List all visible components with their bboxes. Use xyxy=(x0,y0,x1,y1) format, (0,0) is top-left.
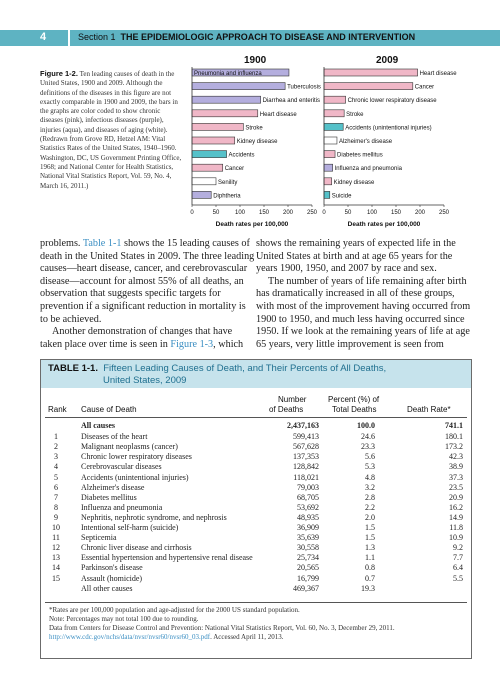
deaths-cell: 25,734 xyxy=(297,553,319,563)
cause-cell: Influenza and pneumonia xyxy=(81,502,163,512)
rank-cell: 7 xyxy=(54,492,58,502)
rate-cell: 20.9 xyxy=(449,492,463,502)
table-row xyxy=(41,421,471,431)
section-title: THE EPIDEMIOLOGIC APPROACH TO DISEASE AND INTERVENTION xyxy=(120,32,416,42)
table-row xyxy=(41,513,471,523)
cause-cell: Intentional self-harm (suicide) xyxy=(81,523,179,532)
bar-2009-4 xyxy=(324,123,343,130)
percent-cell: 2.8 xyxy=(365,492,375,502)
tick-label-1900-5: 250 xyxy=(306,210,318,216)
right-paragraph-1: shows the remaining years of expected life in the United States at birth and at age 65 years for the years 1900, 1950, and 2007 by race and sex. xyxy=(256,238,456,275)
cause-cell: Cerebrovascular diseases xyxy=(81,462,162,472)
percent-cell: 0.7 xyxy=(365,573,375,583)
cause-cell: Septicemia xyxy=(81,533,117,543)
cause-cell: Essential hypertension and hypertensive renal disease xyxy=(81,553,253,563)
section-heading xyxy=(78,32,415,42)
bar-label-1900-8: Senility xyxy=(218,179,238,186)
causes-of-death-chart xyxy=(186,55,457,228)
footnote-note: Note: Percentages may not total 100 due to rounding. xyxy=(49,615,199,623)
cause-cell: Parkinson's disease xyxy=(81,563,143,573)
footer-rule xyxy=(45,602,467,603)
rank-cell: 6 xyxy=(54,482,58,492)
tick-label-1900-4: 200 xyxy=(282,210,294,216)
bar-label-2009-6: Diabetes mellitus xyxy=(337,152,383,159)
rank-cell: 4 xyxy=(54,462,58,472)
table-row xyxy=(41,452,471,462)
percent-cell: 3.2 xyxy=(365,482,375,492)
rank-cell: 5 xyxy=(54,472,58,482)
deaths-cell: 36,909 xyxy=(297,523,319,532)
bar-2009-2 xyxy=(324,96,346,103)
header-rule xyxy=(45,417,467,418)
table-row xyxy=(41,563,471,573)
deaths-cell: 48,935 xyxy=(297,512,319,522)
page-number: 4 xyxy=(40,31,47,43)
table-row xyxy=(41,462,471,472)
table-row xyxy=(41,432,471,442)
rank-cell: 8 xyxy=(54,502,58,512)
bar-label-1900-1: Tuberculosis xyxy=(287,84,321,91)
bar-1900-1 xyxy=(192,83,285,90)
bar-2009-9 xyxy=(324,191,330,198)
deaths-cell: 53,692 xyxy=(297,502,319,512)
left-paragraph-2 xyxy=(40,326,255,351)
cause-cell: Nephritis, nephrotic syndrome, and nephrosis xyxy=(81,512,227,522)
text-run: , which xyxy=(213,338,244,350)
percent-cell: 24.6 xyxy=(361,432,375,442)
cause-cell: All other causes xyxy=(81,583,133,593)
bar-2009-0 xyxy=(324,69,418,76)
bar-2009-5 xyxy=(324,137,337,144)
rate-cell: 11.8 xyxy=(449,523,463,532)
rank-cell: 12 xyxy=(52,543,60,553)
table-row xyxy=(41,483,471,493)
rank-cell: 1 xyxy=(54,432,58,442)
bar-label-2009-4: Accidents (unintentional injuries) xyxy=(345,125,432,132)
table-1-1-link[interactable]: Table 1-1 xyxy=(82,238,122,249)
rate-cell: 5.5 xyxy=(453,573,463,583)
bar-label-1900-5: Kidney disease xyxy=(236,139,278,145)
section-label: Section 1 xyxy=(78,32,116,42)
tick-label-2009-2: 100 xyxy=(366,210,378,216)
figure-caption-text: Ten leading causes of death in the United States, 1900 and 2009. Although the definitions of the diseases in this figure are not exactly comparable in 1900 and 2009, the bars in the graphs are color coded to show chronic diseases (pink), infectious diseases (purple), injuries (aqua), and diseases of aging (white). (Redrawn from Grove RD, Hetzel AM: Vital Statistics Rates of the United States, 1940–1960. Washington, DC, US Government Printing Office, 1968; and National Center for Health Statistics, National Vital Statistics Report, Vol. 59, No. 4, March 16, 2011.) xyxy=(40,70,182,190)
text-run: Another demonstration of changes that have taken place over time is seen in xyxy=(40,326,233,350)
cause-cell: All causes xyxy=(81,421,115,430)
figure-label: Figure 1-2. xyxy=(40,69,78,78)
rank-cell: 13 xyxy=(52,553,60,563)
rate-cell: 38.9 xyxy=(449,462,463,472)
table-row xyxy=(41,473,471,483)
bar-label-2009-1: Cancer xyxy=(414,84,435,91)
header-divider xyxy=(68,30,70,46)
figure-caption xyxy=(40,69,182,191)
bar-label-2009-8: Kidney disease xyxy=(333,179,375,186)
bar-label-1900-9: Diphtheria xyxy=(213,193,241,200)
table-row xyxy=(41,553,471,563)
bar-1900-5 xyxy=(192,137,235,144)
left-paragraph-1 xyxy=(40,238,255,326)
bar-1900-7 xyxy=(192,164,223,171)
tick-label-2009-1: 50 xyxy=(344,210,352,216)
percent-cell: 23.3 xyxy=(361,442,375,452)
percent-cell: 4.8 xyxy=(365,472,375,482)
table-row xyxy=(41,533,471,543)
rank-cell: 15 xyxy=(52,573,60,583)
deaths-cell: 469,367 xyxy=(293,583,319,593)
rate-cell: 6.4 xyxy=(453,563,463,573)
table-1-1 xyxy=(40,359,472,659)
deaths-cell: 2,437,163 xyxy=(287,421,319,430)
x-axis-label-2009: Death rates per 100,000 xyxy=(347,221,421,228)
tick-label-1900-3: 150 xyxy=(258,210,270,216)
footnote-url xyxy=(49,633,284,642)
percent-cell: 0.8 xyxy=(365,563,375,573)
text-run: . Accessed April 11, 2013. xyxy=(210,633,284,641)
bar-2009-8 xyxy=(324,178,332,185)
header-percent-l1: Percent (%) of xyxy=(328,395,380,404)
table-row xyxy=(41,584,471,594)
rate-cell: 7.7 xyxy=(453,553,463,563)
bar-label-1900-4: Stroke xyxy=(245,125,263,132)
tick-label-2009-4: 200 xyxy=(414,210,426,216)
right-paragraph-2: The number of years of life remaining after birth has dramatically increased in all of these groups, with most of the improvement having occurred from 1900 to 1950, and much less having occurred since 1950. If we look at the remaining years of life at age 65 years, very little improvement is seen from xyxy=(256,275,471,350)
bar-label-1900-2: Diarrhea and enteritis xyxy=(262,98,321,105)
cause-cell: Malignant neoplasms (cancer) xyxy=(81,442,178,452)
percent-cell: 1.5 xyxy=(365,533,375,543)
cause-cell: Assault (homicide) xyxy=(81,573,143,583)
bar-1900-6 xyxy=(192,151,227,158)
rank-cell: 9 xyxy=(54,512,58,522)
bar-1900-4 xyxy=(192,123,243,130)
table-row xyxy=(41,493,471,503)
bar-label-1900-3: Heart disease xyxy=(259,111,297,118)
cause-cell: Chronic lower respiratory diseases xyxy=(81,452,192,462)
deaths-cell: 118,021 xyxy=(293,472,319,482)
x-axis-label-1900: Death rates per 100,000 xyxy=(215,221,289,228)
chart-title-1900: 1900 xyxy=(244,55,267,66)
deaths-cell: 16,799 xyxy=(297,573,319,583)
deaths-cell: 79,003 xyxy=(297,482,319,492)
table-row xyxy=(41,503,471,513)
deaths-cell: 128,842 xyxy=(293,462,319,472)
rank-cell: 3 xyxy=(54,452,58,462)
tick-label-1900-1: 50 xyxy=(212,210,220,216)
header-number-l2: of Deaths xyxy=(269,405,304,414)
right-column xyxy=(256,238,471,351)
deaths-cell: 599,413 xyxy=(293,432,319,442)
tick-label-2009-3: 150 xyxy=(390,210,402,216)
bar-2009-3 xyxy=(324,110,344,117)
bar-2009-7 xyxy=(324,164,333,171)
left-column xyxy=(40,238,255,351)
bar-1900-9 xyxy=(192,191,211,198)
chart-title-2009: 2009 xyxy=(376,55,399,66)
bar-label-2009-2: Chronic lower respiratory disease xyxy=(347,98,437,105)
bar-2009-1 xyxy=(324,83,413,90)
bar-label-2009-7: Influenza and pneumonia xyxy=(334,166,403,173)
bar-1900-2 xyxy=(192,96,261,103)
cause-cell: Alzheimer's disease xyxy=(81,482,145,492)
rank-cell: 11 xyxy=(52,533,60,543)
deaths-cell: 35,639 xyxy=(297,533,319,543)
table-title-text: Fifteen Leading Causes of Death, and Their Percents of All Deaths, xyxy=(103,363,387,374)
table-title-line-1 xyxy=(48,363,386,374)
percent-cell: 5.6 xyxy=(365,452,375,462)
footnote-source: Data from Centers for Disease Control and Prevention: National Vital Statistics Report, Vol. 60, No. 3, December 29, 2011. xyxy=(49,624,395,632)
source-url-link[interactable]: http://www.cdc.gov/nchs/data/nvsr/nvsr60/nvsr60_03.pdf xyxy=(49,633,211,641)
header-number-l1: Number xyxy=(278,395,307,404)
table-title-line-2: United States, 2009 xyxy=(103,375,187,386)
bar-label-1900-7: Cancer xyxy=(224,166,245,173)
footnote-rates: *Rates are per 100,000 population and age-adjusted for the 2000 US standard population. xyxy=(49,606,300,614)
percent-cell: 2.2 xyxy=(365,502,375,512)
table-title-bar xyxy=(41,360,471,388)
header-percent-l2: Total Deaths xyxy=(332,405,377,414)
table-row xyxy=(41,523,471,533)
rate-cell: 10.9 xyxy=(449,533,463,543)
tick-label-1900-0: 0 xyxy=(190,210,194,216)
bar-label-1900-6: Accidents xyxy=(228,152,255,159)
percent-cell: 1.1 xyxy=(365,553,375,563)
rank-cell: 10 xyxy=(52,523,60,532)
table-row xyxy=(41,574,471,584)
bar-label-2009-0: Heart disease xyxy=(419,71,457,77)
rate-cell: 16.2 xyxy=(449,502,463,512)
running-header xyxy=(0,30,500,46)
table-label: TABLE 1-1. xyxy=(48,363,98,374)
text-run: problems. xyxy=(40,238,83,249)
table-row xyxy=(41,442,471,452)
deaths-cell: 68,705 xyxy=(297,492,319,502)
percent-cell: 5.3 xyxy=(365,462,375,472)
rate-cell: 42.3 xyxy=(449,452,463,462)
tick-label-2009-0: 0 xyxy=(322,210,326,216)
deaths-cell: 567,628 xyxy=(293,442,319,452)
rate-cell: 23.5 xyxy=(449,482,463,492)
tick-label-2009-5: 250 xyxy=(438,210,450,216)
rate-cell: 37.3 xyxy=(449,472,463,482)
tick-label-1900-2: 100 xyxy=(234,210,246,216)
deaths-cell: 30,558 xyxy=(297,543,319,553)
bar-1900-3 xyxy=(192,110,258,117)
rate-cell: 173.2 xyxy=(445,442,463,452)
percent-cell: 100.0 xyxy=(357,421,375,430)
rank-cell: 2 xyxy=(54,442,58,452)
deaths-cell: 20,565 xyxy=(297,563,319,573)
cause-cell: Accidents (unintentional injuries) xyxy=(81,472,189,482)
percent-cell: 1.5 xyxy=(365,523,375,532)
rate-cell: 741.1 xyxy=(445,421,463,430)
cause-cell: Chronic liver disease and cirrhosis xyxy=(81,543,192,553)
percent-cell: 19.3 xyxy=(361,583,375,593)
percent-cell: 1.3 xyxy=(365,543,375,553)
rate-cell: 180.1 xyxy=(445,432,463,442)
cause-cell: Diseases of the heart xyxy=(81,432,148,442)
deaths-cell: 137,353 xyxy=(293,452,319,462)
figure-1-3-link[interactable]: Figure 1-3 xyxy=(170,338,214,350)
table-row xyxy=(41,543,471,553)
bar-1900-8 xyxy=(192,178,216,185)
header-cause: Cause of Death xyxy=(81,405,137,414)
text-run: shows the 15 leading causes of death in the United States in 2009. The three leading causes—heart disease, cancer, and cerebrovascular disease—account for almost 55% of all deaths, an observation that suggests specific targets for prevention if a significant reduction in mortality is to be achieved. xyxy=(40,238,255,325)
header-rank: Rank xyxy=(48,405,67,414)
percent-cell: 2.0 xyxy=(365,512,375,522)
bar-label-2009-9: Suicide xyxy=(331,193,352,200)
rate-cell: 9.2 xyxy=(453,543,463,553)
bar-label-2009-3: Stroke xyxy=(346,111,364,118)
bar-label-2009-5: Alzheimer's disease xyxy=(338,139,393,145)
header-death-rate: Death Rate* xyxy=(407,405,451,414)
cause-cell: Diabetes mellitus xyxy=(81,492,137,502)
rank-cell: 14 xyxy=(52,563,60,573)
rate-cell: 14.9 xyxy=(449,512,463,522)
bar-label-1900-0: Pneumonia and influenza xyxy=(194,71,262,77)
bar-2009-6 xyxy=(324,151,335,158)
